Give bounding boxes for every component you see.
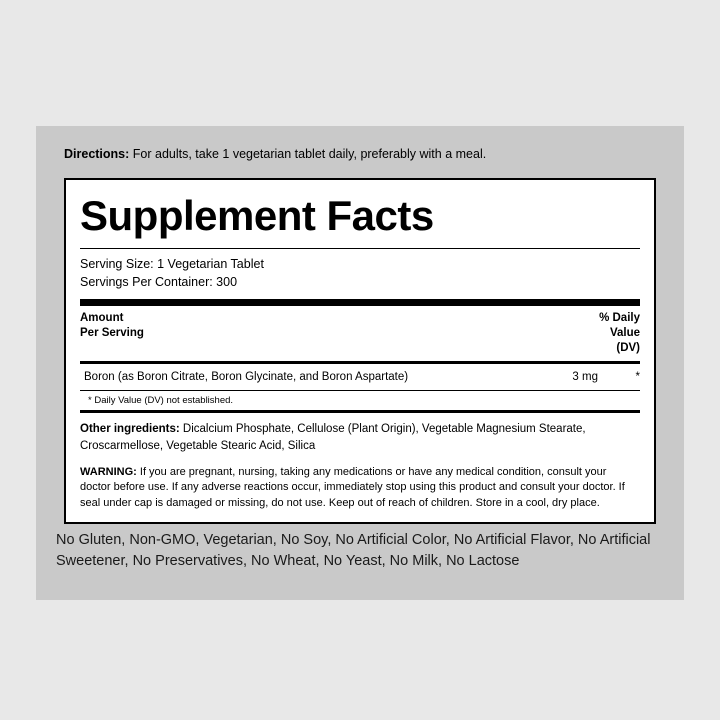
other-ingredients-label: Other ingredients: [80, 423, 180, 436]
supplement-facts-title: Supplement Facts [80, 192, 434, 239]
dv-header-line3: (DV) [616, 342, 640, 355]
nutrient-amount: 3 mg [572, 371, 598, 384]
other-ingredients-text: Dicalcium Phosphate, Cellulose (Plant Origin), Vegetable Magnesium Stearate, Croscarmellose, Vegetable Stearic Acid, Silica [80, 423, 586, 452]
servings-per-container: Servings Per Container: 300 [80, 275, 238, 290]
serving-size: Serving Size: 1 Vegetarian Tablet [80, 257, 264, 272]
supplement-facts-box [64, 178, 656, 524]
daily-value-header [599, 311, 640, 356]
daily-value-footnote: * Daily Value (DV) not established. [88, 395, 234, 407]
warning-text: If you are pregnant, nursing, taking any medications or have any medical condition, consult your doctor before use. If any adverse reactions occur, immediately stop using this product and consult your doctor. If seal under cap is damaged or missing, do not use. Keep out of reach of children. Store in a cool, dry place. [80, 465, 625, 510]
dv-header-line1: % Daily [599, 312, 640, 325]
other-ingredients-block [80, 413, 640, 454]
directions-line [64, 146, 664, 162]
product-claims: No Gluten, Non-GMO, Vegetarian, No Soy, No Artificial Color, No Artificial Flavor, No Artificial Sweetener, No Preservatives, No Wheat, No Yeast, No Milk, No Lactose [56, 532, 651, 570]
amount-header-row [80, 306, 640, 361]
table-row [80, 364, 640, 390]
amount-header-line1: Amount [80, 312, 124, 325]
amount-per-serving-header [80, 311, 144, 341]
warning-block [80, 455, 640, 513]
warning-label: WARNING: [80, 465, 137, 478]
directions-label: Directions: [64, 147, 130, 161]
nutrient-daily-value: * [635, 371, 640, 384]
dv-header-line2: Value [609, 327, 640, 340]
amount-header-line2: Per Serving [80, 327, 144, 340]
directions-text: For adults, take 1 vegetarian tablet daily, preferably with a meal. [129, 147, 487, 161]
nutrient-name: Boron (as Boron Citrate, Boron Glycinate, and Boron Aspartate) [84, 371, 409, 384]
divider-thick-top [80, 299, 640, 306]
